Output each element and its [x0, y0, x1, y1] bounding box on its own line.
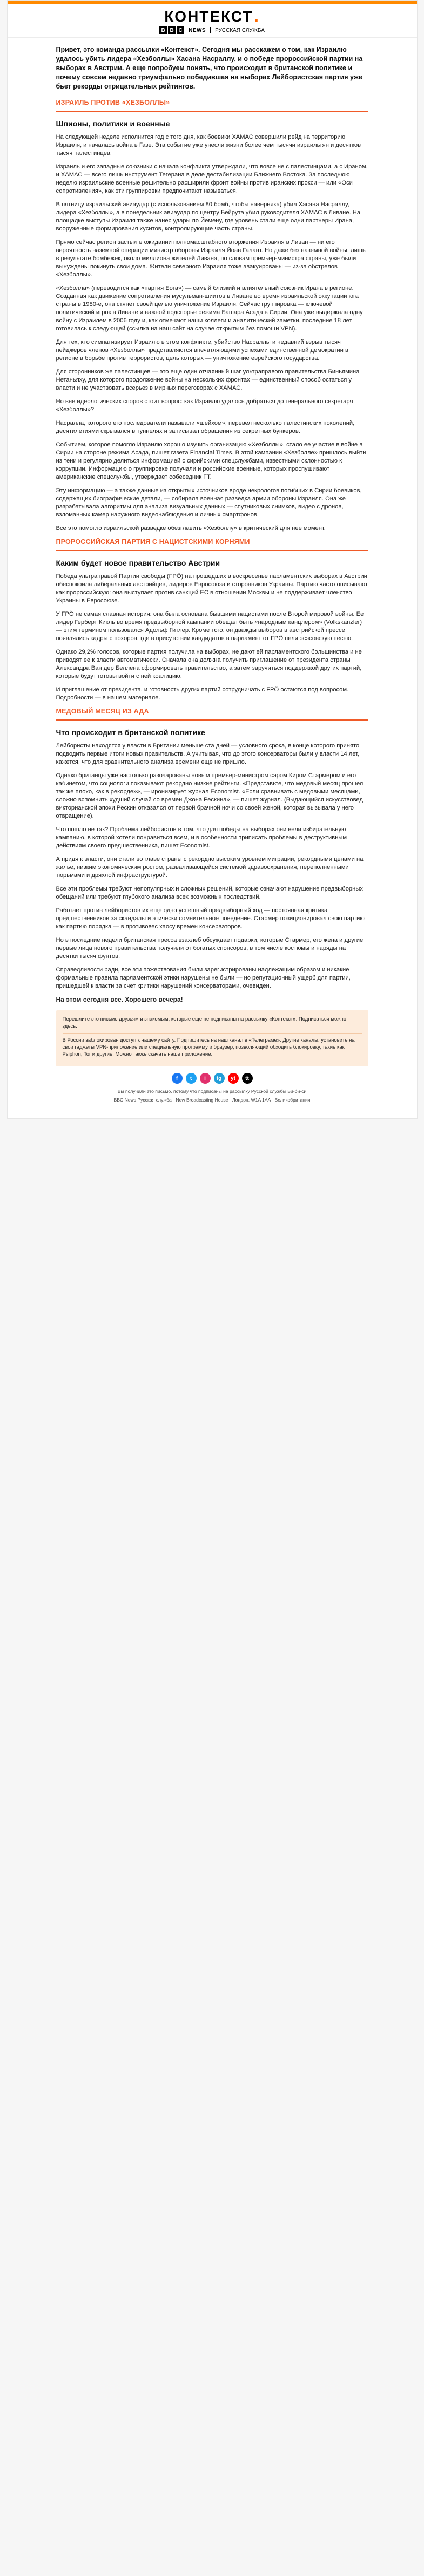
newsletter-content: [8, 38, 417, 1118]
section-title: Каким будет новое правительство Австрии: [56, 559, 220, 567]
news-label: NEWS: [189, 27, 206, 33]
paragraph: Все эти проблемы требуют непопулярных и сложных решений, которые означают нарушение предвыборных обещаний или требуют глубокого анализа всех возможных последствий.: [56, 886, 363, 900]
instagram-icon[interactable]: i: [200, 1073, 211, 1084]
social-links: [56, 1073, 368, 1084]
section-tag: ПРОРОССИЙСКАЯ ПАРТИЯ С НАЦИСТСКИМИ КОРНЯМИ: [56, 538, 368, 551]
twitter-icon[interactable]: t: [186, 1073, 197, 1084]
footer-vpn-text[interactable]: В России заблокирован доступ к нашему сайту. Подпишитесь на наш канал в «Телеграме». Другие каналы: установите на свои гаджеты VPN-приложение или специальную программу и браузер, позволяющий обходить блокировку, такие как Psiphon, Tor и другие. Можно также скачать наше приложение.: [62, 1037, 355, 1057]
paragraph: Израиль и его западные союзники с начала конфликта утверждали, что вовсе не с палестинцами, а с Ираном, и ХАМАС — всего лишь инструмент Тегерана в деле дестабилизации Ближнего Востока. За последнюю неделю израильские военные решительно расширили фронт войны против иранских прокси — или «Оси сопротивления», как эти группировки предпочитают называться.: [56, 164, 368, 194]
section-tag: ИЗРАИЛЬ ПРОТИВ «ХЕЗБОЛЛЫ»: [56, 99, 368, 112]
youtube-icon[interactable]: yt: [228, 1073, 239, 1084]
brand-divider: [210, 27, 211, 33]
paragraph: В пятницу израильский авиаудар (с использованием 80 бомб, чтобы наверняка) убил Хасана Насраллу, лидера «Хезболлы», а в понедельник авиаудар по центру Бейрута убил руководителя ХАМАС в Ливане. На площадке выступы Израиля также нанес удары по Йемену, где уровень стали еще одни партнеры Ирана, вооруженные формирования хуситов, контролирующие часть страны.: [56, 201, 361, 232]
paragraph: Событием, которое помогло Израилю хорошо изучить организацию «Хезболлы», стало ее участие в войне в Сирии на стороне режима Асада, пишет газета Financial Times. В этой кампании «Хезболле» пришлось выйти из тени и регулярно делиться информацией с сирийскими спецслужбами, известными склонностью к коррупции. Информацию о группировке получали и российские военные, которых проспушивают американские спецслужбы, утверждает собеседник FT.: [56, 441, 366, 480]
paragraph: Эту информацию — а также данные из открытых источников вроде некрологов погибших в Сирии боевиков, содержащих биографические детали, — собирала военная разведка армии обороны Израиля. Она же разрабатывала алгоритмы для анализа визуальных данных — спутниковых снимков, видео с дронов, взломанных камер наружного видеонаблюдения и личных смартфонов.: [56, 487, 362, 518]
paragraph: Прямо сейчас регион застыл в ожидании полномасштабного вторжения Израиля в Ливан — ни его вероятность наземной операции министр обороны Израиля Йоав Галант. Но даже без наземной войны, лишь в результате бомбежек, около миллиона жителей Ливана, по словам премьер-министра страны, уже были вынуждены покинуть свои дома. Жители северного Израиля тоже эвакуированы — из-за обстрелов «Хезболлы».: [56, 239, 366, 278]
paragraph: Для тех, кто симпатизирует Израилю в этом конфликте, убийство Насраллы и недавний взрыв тысяч пейджеров членов «Хезболлы» представляются впечатляющими успехами единственной демократии в регионе в борьбе против террористов, цель которых — уничтожение еврейского государства.: [56, 339, 348, 362]
bbc-logo: [159, 26, 184, 34]
section-tag: МЕДОВЫЙ МЕСЯЦ ИЗ АДА: [56, 708, 368, 721]
bbc-letter: C: [177, 26, 184, 34]
section-israel: [56, 99, 368, 533]
paragraph: Однако британцы уже настолько разочарованы новым премьер-министром сэром Киром Стармером и его кабинетом, что социологи показывают рекордно низкие рейтинги. «Представьте, что медовый месяц прошел так же плохо, как в рекорде»», — иронизирует журнал Economist. «Если сравнивать с медовыми месяцами, сложно вспомнить худший случай со времен Джона Рескина», — пишет журнал. (Выдающийся искусствовед викторианской эпохи Рёскин отказался от первой брачной ночи со своей женой, которая вызывала у него отвращение).: [56, 772, 364, 819]
newsletter-header: [8, 1, 417, 38]
lead-paragraph: Привет, это команда рассылки «Контекст». Сегодня мы расскажем о том, как Израилю удалось убить лидера «Хезболлы» Хасана Насраллу, и о победе пророссийской партии на выборах в Австрии. А еще попробуем понять, что происходит в британской политике и почему совсем недавно триумфально победившая на выборах Лейбористская партия уже бьет рекорды отрицательных рейтингов.: [56, 46, 363, 90]
closing-line: На этом сегодня все. Хорошего вечера!: [56, 996, 183, 1003]
paragraph: Однако 29,2% голосов, которые партия получила на выборах, не дают ей парламентского большинства и не приводят ее к власти автоматически. Сначала она должна получить приглашение от президента страны Александра Ван дер Беллена сформировать правительство, а затем заручиться поддержкой других партий, которые будут готовы войти с ней коалицию.: [56, 649, 362, 679]
paragraph: Справедливости ради, все эти пожертвования были зарегистрированы надлежащим образом и никакие формальные правила парламентской этики нарушены не были — но репутационный ущерб для партии, пришедшей к власти за счет критики нарушений консерваторами, очевиден.: [56, 967, 351, 989]
telegram-icon[interactable]: tg: [214, 1073, 225, 1084]
paragraph: Для сторонников же палестинцев — это еще один отчаянный шаг ультраправого правительства Биньямина Нетаньяху, для которого продолжение войны на нескольких фронтах — единственный способ остаться у власти и не участвовать всерьез в мирных переговорах с ХАМАС.: [56, 369, 360, 391]
paragraph: Но в последние недели британская пресса взахлеб обсуждает подарки, которые Стармер, его жена и другие первые лица нового правительства получили от богатых спонсоров, в том числе костюмы и наряды на десятки тысяч фунтов.: [56, 937, 364, 960]
paragraph: Победа ультраправой Партии свободы (FPÖ) на прошедших в воскресенье парламентских выборах в Австрии обеспокоила либеральных австрийцев, лидеров Евросоюза и сторонников Украины. Партию часто описывают как пророссийскую: она выступает против санкций ЕС в отношении Москвы и не поддерживает членство Украины в Евросоюзе.: [56, 573, 368, 604]
paragraph: Насралла, которого его последователи называли «шейхом», перевел несколько палестинских поколений, десятилетиями скрывался в туннелях и записывал обращения из секретных бункеров.: [56, 420, 355, 434]
paragraph: Но вне идеологических споров стоит вопрос: как Израилю удалось добраться до генерального секретаря «Хезболлы»?: [56, 398, 353, 413]
paragraph: Лейбористы находятся у власти в Британии меньше ста дней — условного срока, в конце которого принято подводить первые итоги новых правительств. А учитывая, что до этого консерваторы были у власти 14 лет, кажется, что для сравнительного анализа времени еще не пришло.: [56, 743, 360, 765]
paragraph: Все это помогло израильской разведке обезглавить «Хезболлу» в критический для нее момент.: [56, 525, 326, 532]
service-label: РУССКАЯ СЛУЖБА: [215, 27, 265, 33]
paragraph: На следующей неделе исполнится год с того дня, как боевики ХАМАС совершили рейд на территорию Израиля, и началась война в Газе. Эта событие уже унесли жизни более чем тысячи израильтян и десятков тысяч палестинцев.: [56, 134, 361, 157]
bbc-letter: B: [168, 26, 176, 34]
logo-text: КОНТЕКСТ: [164, 8, 253, 25]
paragraph: У FPÖ не самая славная история: она была основана бывшими нацистами после Второй мировой войны. Ее лидер Герберт Кикль во время предвыборной кампании обещал быть «народным канцлером» (Volkskanzler) — этим термином пользовался Адольф Гитлер. Кроме того, он дважды выборов в австрийской прессе появлялись кадры с похорон, где в присутствии кандидатов в парламент от FPÖ пели эсэсовскую песню.: [56, 611, 364, 642]
footer-forward-text[interactable]: Перешлите это письмо друзьям и знакомым, которые еще не подписаны на рассылку «Контекст». Подписаться можно здесь.: [62, 1016, 347, 1029]
bbc-letter: B: [159, 26, 167, 34]
page: [0, 0, 424, 1119]
section-title: Шпионы, политики и военные: [56, 119, 170, 128]
paragraph: И приглашение от президента, и готовность других партий сотрудничать с FPÖ остаются под вопросом. Подробности — в нашем материале.: [56, 687, 349, 701]
newsletter: [7, 0, 418, 1119]
paragraph: А придя к власти, они стали во главе страны с рекордно высоким уровнем миграции, рекордными ценами на жилье, низким экономическим ростом, разваливающейся системой здравоохранения, переполненными тюрьмами и дряхлой инфраструктурой.: [56, 856, 364, 879]
logo-dot: .: [254, 8, 260, 25]
paragraph: «Хезболла» (переводится как «партия Бога») — самый близкий и влиятельный союзник Ирана в регионе. Созданная как движение сопротивления мусульман-шиитов в Ливане во время израильской оккупации юга страны в 1980-е, она стянет своей целью уничтожение Израиля. Сейчас группировка — ключевой политический игрок в Ливане и важной подспорье режима Башара Асада в Сирии. Она уже выдержала одну войну с Израилем в 2006 году и, как отмечают наши коллеги и аналитический заметки, последние 18 лет готовилась к следующей (ссылка на наш сайт на случае открытым без помощи VPN).: [56, 285, 363, 332]
footer-info-box: [56, 1010, 368, 1066]
bbc-brand-line: [159, 26, 265, 34]
footer-address: BBC News Русская служба · New Broadcasting House · Лондон, W1A 1AA · Великобритания: [113, 1097, 311, 1103]
footer-subscription-note: Вы получили это письмо, потому что подписаны на рассылку Русской службы Би-би-си: [117, 1089, 307, 1094]
footer-divider: [63, 1033, 362, 1034]
section-uk: [56, 708, 368, 990]
paragraph: Работает против лейбористов их еще одно успешный предвыборный ход — постоянная критика предшественников за скандалы и этически сомнительное поведение. Стармер позиционировал свою партию как партию порядка — в противовес хаосу времен консерваторов.: [56, 907, 365, 930]
paragraph: Что пошло не так? Проблема лейбористов в том, что для победы на выборах они вели избирательную кампанию, в которой хотели понравиться всем, и в особенности приписать проблемы в деструктивным действиям своего предшественника, пишет Economist.: [56, 826, 347, 849]
kontekst-logo: [164, 8, 260, 25]
section-austria: [56, 538, 368, 702]
tiktok-icon[interactable]: tt: [242, 1073, 253, 1084]
facebook-icon[interactable]: f: [172, 1073, 183, 1084]
section-title: Что происходит в британской политике: [56, 728, 205, 737]
